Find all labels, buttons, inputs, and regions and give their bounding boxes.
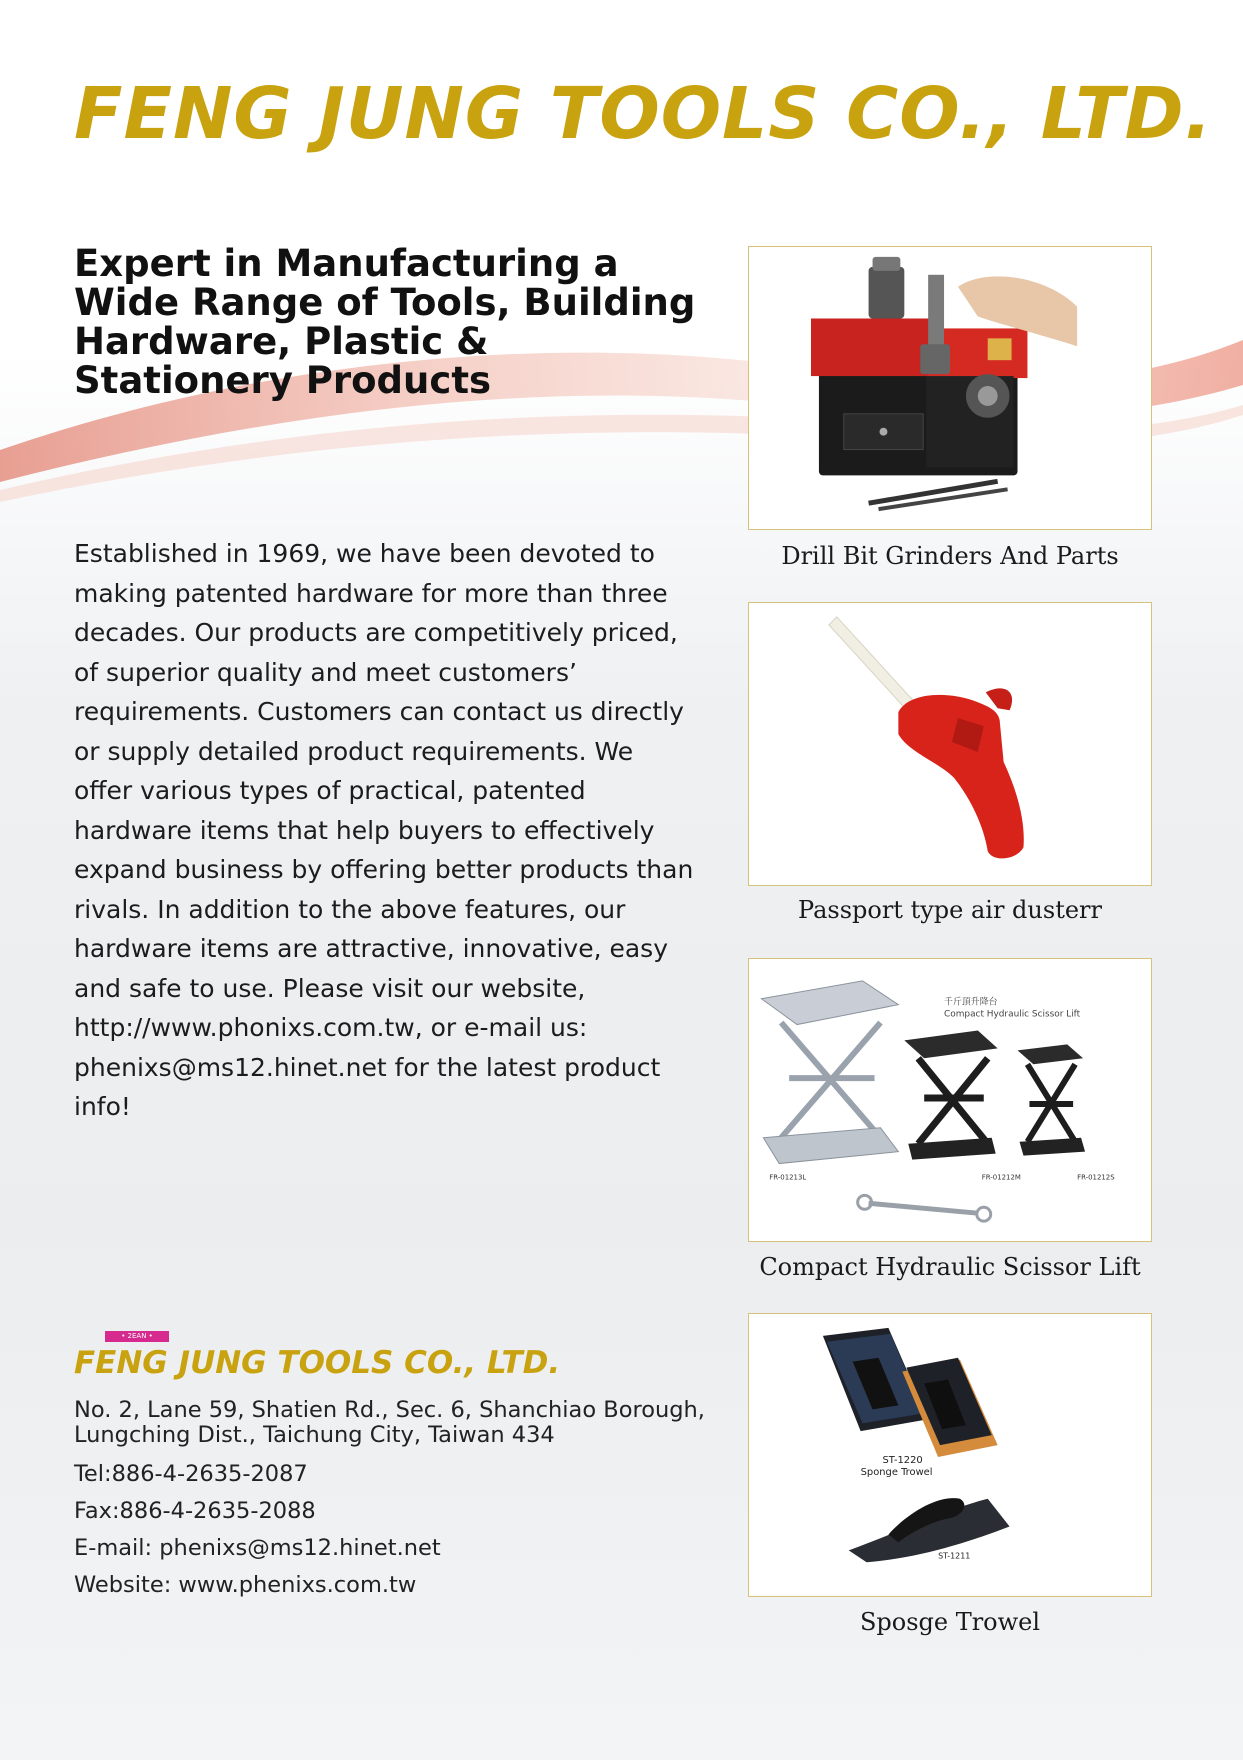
contact-company-name: FENG JUNG TOOLS CO., LTD. [74,1345,561,1381]
scissor-lift-illustration [749,959,1151,1241]
contact-address: No. 2, Lane 59, Shatien Rd., Sec. 6, Shanchiao Borough, Lungching Dist., Taichung City, Taiwan 434 [74,1397,705,1448]
image-label-st-1211: ST-1211 [938,1551,971,1561]
image-label-st-1220: ST-1220 [882,1454,923,1466]
sponge-trowel-illustration [749,1314,1151,1596]
intro-paragraph: Established in 1969, we have been devoted to making patented hardware for more than three decades. Our products are competitively priced, of superior quality and meet customers’ requirements. Customers can contact us directly or supply detailed product requirements. We offer various types of practical, patented hardware items that help buyers to effectively expand business by offering better products than rivals. In addition to the above features, our hardware items are attractive, innovative, easy and safe to use. Please visit our website, http://www.phonixs.com.tw, or e-mail us: phenixs@ms12.hinet.net for the latest product info! [74,539,694,1121]
image-label-fr-01213l: FR-01213L [769,1173,807,1182]
image-label-fr-01212s: FR-01212S [1077,1173,1115,1182]
product-caption-scissor-lift: Compact Hydraulic Scissor Lift [759,1253,1141,1281]
product-image-sponge-trowel [748,1313,1152,1597]
product-caption-sponge-trowel: Sposge Trowel [859,1608,1041,1636]
brand-badge: • 2EAN • [105,1331,169,1342]
product-caption-drill-bit-grinder: Drill Bit Grinders And Parts [781,542,1119,570]
product-image-drill-bit-grinder [748,246,1152,530]
contact-email[interactable]: E-mail: phenixs@ms12.hinet.net [74,1535,441,1561]
air-duster-illustration [749,603,1151,885]
page-title: FENG JUNG TOOLS CO., LTD. [74,72,1213,155]
contact-website[interactable]: Website: www.phenixs.com.tw [74,1572,417,1598]
image-label-sponge-trowel: Sponge Trowel [860,1466,933,1478]
product-image-scissor-lift [748,958,1152,1242]
contact-fax: Fax:886-4-2635-2088 [74,1498,316,1524]
image-label-scissor-lift: Compact Hydraulic Scissor Lift [944,1009,1081,1020]
headline: Expert in Manufacturing a Wide Range of Tools, Building Hardware, Plastic & Stationery Products [74,242,696,402]
drill-grinder-illustration [749,247,1151,529]
product-image-air-duster [748,602,1152,886]
contact-block [74,1398,714,1604]
image-label-fr-01212m: FR-01212M [981,1173,1021,1182]
contact-tel: Tel:886-4-2635-2087 [74,1461,308,1487]
image-label-chinese: 千斤頂升降台 [944,997,998,1008]
product-caption-air-duster: Passport type air dusterr [798,896,1102,924]
